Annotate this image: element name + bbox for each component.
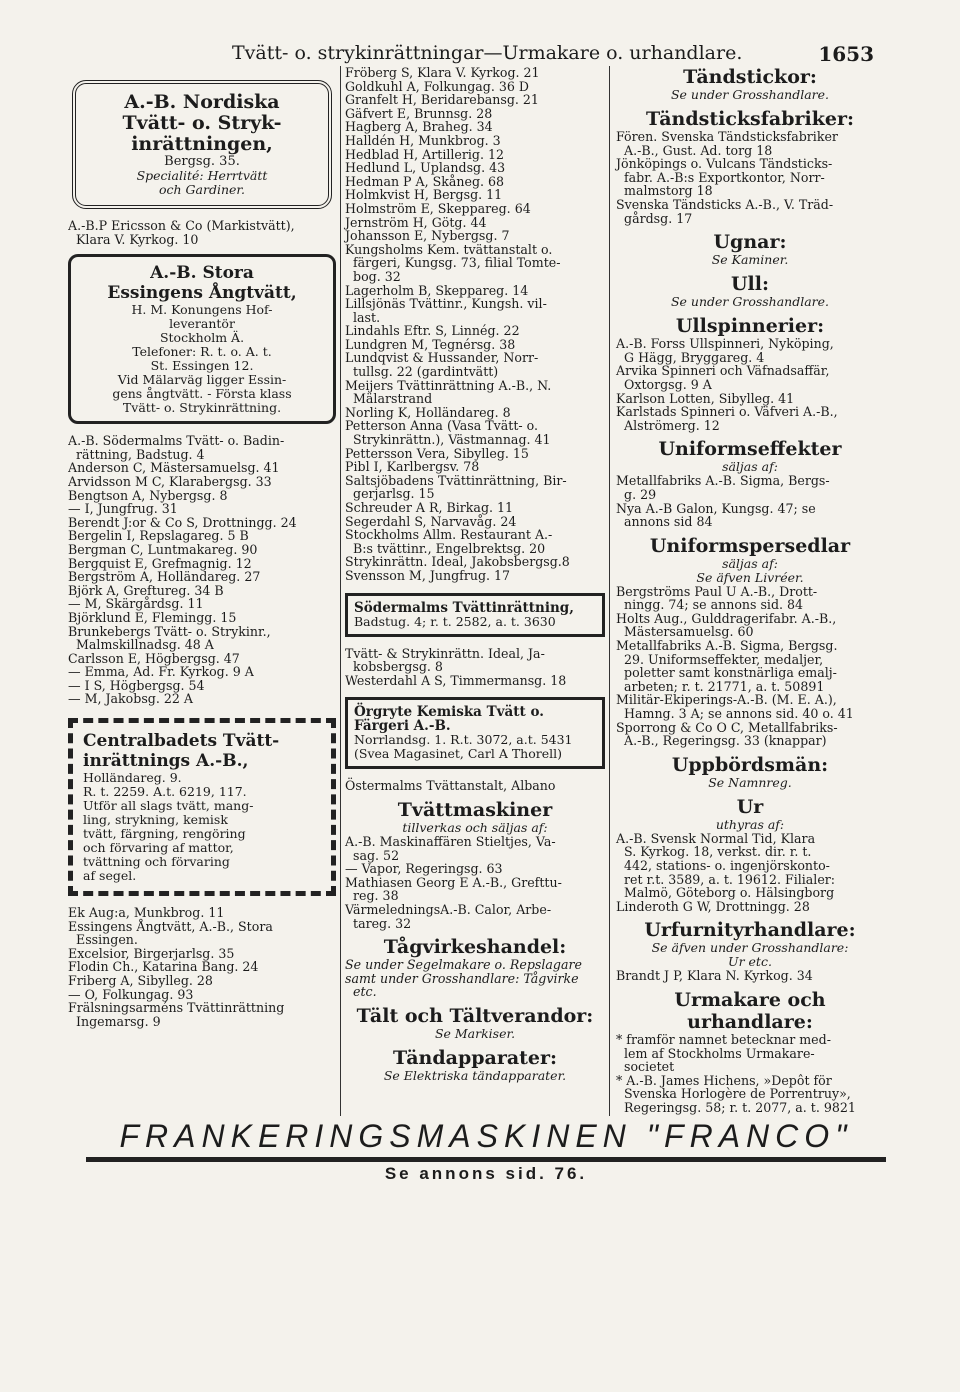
- ad-sodermalms-tvattinrattning: [345, 593, 605, 637]
- section-subheading: säljas af:: [722, 555, 778, 571]
- ad-line: Bergsg. 35.: [164, 154, 240, 169]
- ad-line: Centralbadets Tvätt-: [83, 731, 280, 752]
- section-heading: Ur: [736, 795, 764, 818]
- ad-line: af segel.: [83, 868, 137, 884]
- entry-list: A.-B. Maskinaffären Stieltjes, Va- sag. 52 — Vapor, Regeringsg. 63 Mathiasen Georg E A.-B., Grefttu- reg. 38 VärmeledningsA.-B. Calor, Arbe- tareg. 32: [345, 833, 562, 931]
- entry-list: Fröberg S, Klara V. Kyrkog. 21 Goldkuhl A, Folkungag. 36 D Granfelt H, Beridarebansg. 21 Gäfvert E, Brunnsg. 28 Hagberg A, Braheg. 34 Halldén H, Munkbrog. 3 Hedblad H, Artillerig. 12 Hedlund L, Uplandsg. 43 Hedman P A, Skåneg. 68 Holmkvist H, Bergsg. 11 Holmström E, Skeppareg. 64 Jernström H, Götg. 44 Johansson E, Nybergsg. 7 Kungsholms Kem. tvättanstalt o. färgeri, Kungsg. 73, filial Tomte- bog. 32 Lagerholm B, Skeppareg. 14 Lillsjönäs Tvättinr., Kungsh. vil- last. Lindahls Eftr. S, Linnég. 22 Lundgren M, Tegnérsg. 38 Lundqvist & Hussander, Norr- tullsg. 22 (gardintvätt) Meijers Tvättinrättning A.-B., N. Mälarstrand Norling K, Holländareg. 8 Petterson Anna (Vasa Tvätt- o. Strykinrättn.), Västmannag. 41 Pettersson Vera, Sibylleg. 15 Pibl I, Karlbergsv. 78 Saltsjöbadens Tvättinrättning, Bir- gerjarlsg. 15 Schreuder A R, Birkag. 11 Segerdahl S, Narvavåg. 24 Stockholms Allm. Restaurant A.- B:s tvättinr., Engelbrektsg. 20 Strykinrättn. Ideal, Jakobsbergsg.8 Svensson M, Jungfrug. 17: [345, 66, 570, 583]
- cross-reference: Se Elektriska tändapparater.: [383, 1067, 567, 1083]
- running-title: Tvätt- o. strykinrättningar—Urmakare o. urhandlare.: [232, 42, 743, 64]
- entry-list: Tvätt- & Strykinrättn. Ideal, Ja- kobsbergsg. 8 Westerdahl A S, Timmermansg. 18: [345, 645, 567, 688]
- ad-line: Tvätt- o. Strykinrättning.: [122, 400, 282, 416]
- section-heading: Tändapparater:: [392, 1046, 558, 1069]
- cross-reference: Se äfven Livréer.: [696, 569, 804, 585]
- section-subheading: säljas af:: [722, 459, 778, 475]
- ad-line: leverantör: [169, 316, 235, 332]
- cross-reference: Se Namnreg.: [708, 774, 792, 790]
- ad-line: Tvätt- o. Stryk-: [122, 112, 282, 134]
- entry-list: A.-B. Södermalms Tvätt- o. Badin- rättning, Badstug. 4 Anderson C, Mästersamuelsg. 41 Arvidsson M C, Klarabergsg. 33 Bengtson A, Nybergsg. 8 — I, Jungfrug. 31 Berendt J:or & Co S, Drottningg. 24 Bergelin I, Repslagareg. 5 B Bergman C, Luntmakareg. 90 Bergquist E, Grefmagnig. 12 Bergström A, Holländareg. 27 Björk A, Greftureg. 34 B — M, Skärgårdsg. 11 Björklund E, Flemingg. 15 Brunkebergs Tvätt- o. Strykinr., Malmskillnadsg. 48 A Carlsson E, Högbergsg. 47 — Emma, Ad. Fr. Kyrkog. 9 A — I S, Högbergsg. 54 — M, Jakobsg. 22 A: [68, 433, 297, 707]
- page-number: 1653: [818, 42, 874, 66]
- page-header: [0, 42, 960, 66]
- ad-line: inrättningen,: [131, 133, 273, 155]
- column-3: [612, 66, 884, 1116]
- section-heading: Ugnar:: [713, 231, 787, 254]
- ad-centralbadets: [68, 718, 336, 896]
- entry-list: A.-B. Forss Ullspinneri, Nyköping, G Hägg, Bryggareg. 4 Arvika Spinneri och Väfnadsaffär, Oxtorgsg. 9 A Karlson Lotten, Sibylleg. 41 Karlstads Spinneri o. Väfveri A.-B., Alströmerg. 12: [616, 336, 838, 433]
- entry-text: A.-B.P Ericsson & Co (Markistvätt), Klara V. Kyrkog. 10: [68, 218, 295, 247]
- section-heading: Tändsticksfabriker:: [645, 108, 855, 130]
- box-line: (Svea Magasinet, Carl A Thorell): [354, 746, 562, 762]
- entry-list: Ek Aug:a, Munkbrog. 11 Essingens Ångtvätt, A.-B., Stora Essingen. Excelsior, Birgerjarlsg. 35 Flodin Ch., Katarina Bang. 24 Friberg A, Sibylleg. 28 — O, Folkungag. 93 Frälsningsarméns Tvättinrättning Ingemarsg. 9: [68, 905, 285, 1029]
- cross-reference: Se under Grosshandlare.: [670, 87, 830, 102]
- ad-line: och förvaring af mattor,: [83, 840, 234, 856]
- ad-line: Stockholm Ä.: [159, 330, 245, 346]
- section-heading: Tändstickor:: [683, 66, 817, 88]
- entry-list: Bergströms Paul U A.-B., Drott- ningg. 74; se annons sid. 84 Holts Aug., Gulddragerifabr. A.-B., Mästersamuelsg. 60 Metallfabriks A.-B. Sigma, Bergsg. 29. Uniformseffekter, medaljer, poletter samt konstnärliga emalj- arbeten; r. t. 21771, a. t. 50891 Militär-Ekiperings-A.-B. (M. E. A.), Hamng. 3 A; se annons sid. 40 o. 41 Sporrong & Co O C, Metallfabriks- A.-B., Regeringsg. 33 (knappar): [616, 583, 854, 749]
- ad-line: och Gardiner.: [159, 182, 245, 197]
- entry-list: Metallfabriks A.-B. Sigma, Bergs- g. 29 Nya A.-B Galon, Kungsg. 47; se annons sid 84: [616, 473, 830, 530]
- section-heading: Ull:: [730, 273, 770, 296]
- ad-line: ling, strykning, kemisk: [83, 812, 228, 828]
- section-heading: Urfurnityrhandlare:: [644, 919, 856, 942]
- cross-reference: Se under Grosshandlare.: [670, 294, 830, 310]
- cross-reference: Se Kaminer.: [711, 252, 789, 268]
- ad-line: tvätt, färgning, rengöring: [83, 826, 246, 842]
- ad-line: St. Essingen 12.: [150, 358, 254, 374]
- section-heading: Urmakare och urhandlare:: [674, 988, 826, 1033]
- ad-line: A.-B. Stora: [150, 263, 254, 284]
- box-title: Södermalms Tvättinrättning,: [354, 599, 574, 616]
- entry-list: Fören. Svenska Tändsticksfabriker A.-B., Gust. Ad. torg 18 Jönköpings o. Vulcans Tändsticks- fabr. A.-B:s Exportkontor, Norr- malmstorg 18 Svenska Tändsticks A.-B., V. Träd- gårdsg. 17: [616, 129, 838, 226]
- ad-line: gens ångtvätt. - Första klass: [112, 386, 292, 402]
- cross-reference: Ur etc.: [728, 954, 772, 970]
- ad-line: R. t. 2259. A.t. 6219, 117.: [83, 784, 247, 800]
- entry-list: Brandt J P, Klara N. Kyrkog. 34: [616, 968, 813, 984]
- ad-line: Specialité: Herrtvätt: [136, 168, 268, 183]
- ad-line: Vid Mälarväg ligger Essin-: [117, 372, 287, 388]
- section-subheading: uthyras af:: [715, 816, 785, 832]
- section-heading: Uppbördsmän:: [671, 753, 829, 776]
- ad-stora-essingen: [68, 254, 336, 424]
- ad-line: H. M. Konungens Hof-: [131, 302, 273, 318]
- entry-list: Östermalms Tvättanstalt, Albano: [345, 778, 556, 794]
- cross-reference: Se Markiser.: [434, 1025, 516, 1041]
- cross-reference: Se äfven under Grosshandlare:: [651, 940, 849, 956]
- section-subheading: tillverkas och säljas af:: [402, 819, 548, 835]
- ad-line: Utför all slags tvätt, mang-: [83, 798, 254, 814]
- column-1: [68, 66, 336, 1116]
- footer-advertisement: [86, 1118, 886, 1184]
- ad-orgryte-kemiska: [345, 697, 605, 769]
- ad-line: tvättning och förvaring: [83, 854, 230, 870]
- section-heading: Ullspinnerier:: [675, 315, 825, 338]
- section-heading: Uniformseffekter: [658, 438, 842, 461]
- footer-subtitle: Se annons sid. 76.: [384, 1164, 588, 1183]
- section-heading: Tält och Tältverandor:: [356, 1004, 594, 1027]
- ad-line: Telefoner: R. t. o. A. t.: [132, 344, 272, 360]
- ad-line: inrättnings A.-B.,: [83, 751, 249, 772]
- entry-list: A.-B. Svensk Normal Tid, Klara S. Kyrkog. 18, verkst. dir. r. t. 442, stations- o. ingenjörskonto- ret r.t. 3589, a. t. 19612. Filialer: Malmö, Göteborg o. Hälsingborg Linderoth G W, Drottningg. 28: [616, 830, 836, 914]
- section-heading: Tvättmaskiner: [397, 798, 553, 821]
- section-heading: Uniformspersedlar: [649, 534, 851, 557]
- box-line: Norrlandsg. 1. R.t. 3072, a.t. 5431: [354, 732, 573, 748]
- box-line: Badstug. 4; r. t. 2582, a. t. 3630: [354, 613, 556, 629]
- entry-list: * framför namnet betecknar med- lem af Stockholms Urmakare- societet * A.-B. James Hichens, »Depôt för Svenska Horlogère de Porrentruy», Regeringsg. 58; r. t. 2077, a. t. 9821: [616, 1031, 856, 1115]
- ad-line: Holländareg. 9.: [83, 770, 182, 786]
- footer-title: FRANKERINGSMASKINEN "FRANCO": [86, 1118, 886, 1162]
- box-title: Örgryte Kemiska Tvätt o. Färgeri A.-B.: [354, 704, 544, 735]
- column-2: [340, 66, 610, 1116]
- ad-line: Essingens Ångtvätt,: [107, 283, 297, 304]
- ad-line: A.-B. Nordiska: [124, 91, 280, 113]
- ad-nordiska: [72, 80, 332, 209]
- cross-reference: Se under Segelmakare o. Repslagare samt under Grosshandlare: Tågvirke etc.: [345, 957, 582, 1000]
- section-heading: Tågvirkeshandel:: [383, 936, 567, 959]
